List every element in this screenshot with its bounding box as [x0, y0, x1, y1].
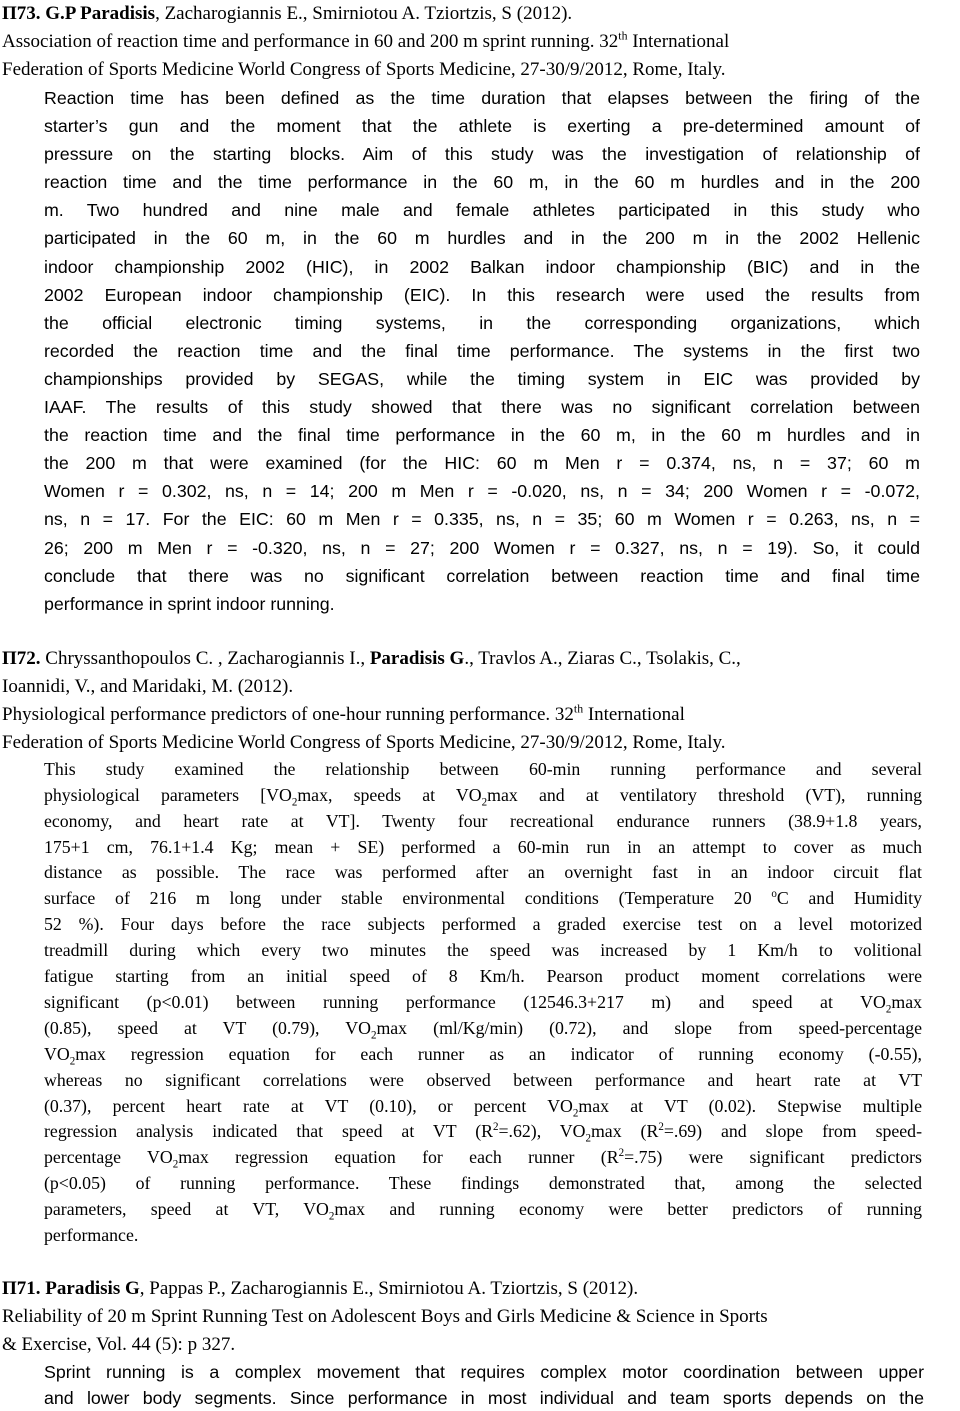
abstract-line: fatigue starting from an initial speed of 8 Km/h. Pearson product moment correlations were: [44, 966, 922, 987]
abstract-line: economy, and heart rate at VT]. Twenty four recreational endurance runners (38.9+1.8 years,: [44, 810, 922, 831]
entry-72-abstract: [44, 757, 922, 1249]
entry-71: [0, 1275, 960, 1411]
abstract-line: reaction time and the time performance in the 60 m, in the 60 m hurdles and in the 200: [44, 172, 920, 193]
abstract-line: performance.: [44, 1225, 139, 1246]
abstract-line: This study examined the relationship between 60-min running performance and several: [44, 758, 922, 779]
abstract-line: and lower body segments. Since performance in most individual and team sports depends on the: [44, 1388, 924, 1408]
abstract-line: (0.85), speed at VT (0.79), $VO_2\max$ (ml/Kg/min) (0.72), and slope from speed-percentage: [44, 1017, 922, 1042]
entry-71-citation-venue: & Exercise, Vol. 44 (5): p 327.: [2, 1334, 236, 1355]
entry-72-authors: [2, 645, 960, 701]
entry-71-other-authors: , Pappas P., Zacharogiannis E., Smirniotou A. Tziortzis, S (2012).: [139, 1278, 639, 1299]
entry-73-abstract: [44, 84, 920, 618]
spacer: [0, 1249, 960, 1275]
entry-73-citation-title: Association of reaction time and performance in 60 and 200 m sprint running. 32: [2, 31, 619, 52]
entry-72-citation-title: Physiological performance predictors of one-hour running performance. 32: [2, 703, 574, 725]
abstract-line: indoor championship 2002 (HIC), in 2002 Balkan indoor championship (BIC) and in the: [44, 256, 920, 277]
entry-71-abstract: [44, 1359, 924, 1411]
abstract-line: pressure on the starting blocks. Aim of this study was the investigation of relationship of: [44, 144, 920, 165]
entry-73-citation-venue: Federation of Sports Medicine World Congress of Sports Medicine, 27-30/9/2012, Rome, Italy.: [2, 59, 726, 80]
abstract-line: treadmill during which every two minutes the speed was increased by 1 Km/h to volitional: [44, 940, 922, 961]
abstract-line: Sprint running is a complex movement that requires complex motor coordination between upper: [44, 1362, 924, 1382]
abstract-line: participated in the 60 m, in the 60 m hurdles and in the 200 m in the 2002 Hellenic: [44, 228, 920, 249]
entry-73-citation-sup: th: [618, 29, 628, 43]
abstract-line: championships provided by SEGAS, while the timing system in EIC was provided by: [44, 368, 920, 389]
abstract-line: distance as possible. The race was performed after an overnight fast in an indoor circuit flat: [44, 862, 922, 883]
abstract-line: whereas no significant correlations were observed between performance and heart rate at VT: [44, 1069, 922, 1090]
abstract-line: 175+1 cm, 76.1+1.4 Kg; mean + SE) performed a 60-min run in an attempt to cover as much: [44, 836, 922, 857]
abstract-line: parameters, speed at VT, $VO_2\max$ and running economy were better predictors of running: [44, 1199, 923, 1223]
entry-72-authors-a: Chryssanthopoulos C. , Zacharogiannis I.,: [40, 647, 370, 669]
entry-73-authors: [2, 0, 960, 28]
abstract-line: starter’s gun and the moment that the athlete is exerting a pre-determined amount of: [44, 116, 920, 137]
abstract-line: Women r = 0.302, ns, n = 14; 200 m Men r = -0.020, ns, n = 34; 200 Women r = -0.072,: [44, 481, 920, 502]
abstract-line: IAAF. The results of this study showed that there was no significant correlation between: [44, 397, 920, 418]
entry-73-other-authors: , Zacharogiannis E., Smirniotou A. Tziortzis, S (2012).: [155, 3, 573, 24]
entry-73-id: Π73.: [2, 3, 41, 24]
entry-72-citation-venue: Federation of Sports Medicine World Congress of Sports Medicine, 27-30/9/2012, Rome, Italy.: [2, 731, 726, 753]
abstract-line: ns, n = 17. For the EIC: 60 m Men r = 0.335, ns, n = 35; 60 m Women r = 0.263, ns, n =: [44, 509, 920, 530]
entry-72-id: Π72.: [2, 647, 41, 669]
abstract-line: the 200 m that were examined (for the HIC: 60 m Men r = 0.374, ns, n = 37; 60 m: [44, 453, 920, 474]
abstract-line: physiological parameters [$VO_2\max$, speeds at $VO_2\max$ and at ventilatory threshold (VT), running: [44, 784, 923, 809]
abstract-line: 2002 European indoor championship (EIC). In this research were used the results from: [44, 284, 920, 305]
entry-71-citation: [2, 1303, 960, 1359]
entry-72-citation: [2, 701, 960, 757]
spacer: [0, 618, 960, 645]
abstract-line: the reaction time and the final time performance in the 60 m, in the 60 m hurdles and in: [44, 425, 920, 446]
abstract-line: surface of 216 m long under stable environmental conditions (Temperature 20 $^o$C and Humidity: [44, 888, 922, 909]
entry-72-authors-line2: Ioannidi, V., and Maridaki, M. (2012).: [2, 675, 294, 697]
entry-71-id: Π71.: [2, 1278, 41, 1299]
abstract-line: conclude that there was no significant correlation between reaction time and final time: [44, 565, 920, 586]
abstract-line: Reaction time has been defined as the time duration that elapses between the firing of the: [44, 88, 920, 108]
abstract-line: m. Two hundred and nine male and female athletes participated in this study who: [44, 200, 920, 221]
abstract-line: 52 %). Four days before the race subjects performed a graded exercise test on a level motorized: [44, 914, 922, 935]
abstract-line: the official electronic timing systems, in the corresponding organizations, which: [44, 312, 920, 333]
abstract-line: recorded the reaction time and the final time performance. The systems in the first two: [44, 340, 920, 361]
entry-72-authors-b: ., Travlos A., Ziaras C., Tsolakis, C.,: [464, 647, 741, 669]
abstract-line: regression analysis indicated that speed at VT $(R^2=.62)$, $VO_2\max$ $(R^2=.69)$ and slope from speed-: [44, 1121, 922, 1146]
entry-71-bold-author: Paradisis G: [45, 1278, 140, 1299]
entry-73-citation: [2, 28, 960, 84]
entry-72-bold-author: Paradisis G: [369, 647, 465, 669]
abstract-line: performance in sprint indoor running.: [44, 593, 335, 614]
abstract-line: significant (p<0.01) between running performance (12546.3+217 m) and speed at $VO_2\max$: [44, 991, 922, 1016]
entry-72-citation-sup: th: [573, 702, 584, 716]
abstract-line: (p<0.05) of running performance. These findings demonstrated that, among the selected: [44, 1173, 922, 1194]
abstract-line: 26; 200 m Men r = -0.320, ns, n = 27; 200 Women r = 0.327, ns, n = 19). So, it could: [44, 537, 920, 558]
abstract-line: $VO_2\max$ regression equation for each runner as an indicator of running economy (-0.55),: [44, 1043, 922, 1068]
entry-73-bold-author: G.P Paradisis: [45, 3, 156, 24]
entry-71-citation-title: Reliability of 20 m Sprint Running Test on Adolescent Boys and Girls Medicine & Science in Sports: [2, 1306, 768, 1327]
entry-73: [0, 0, 960, 618]
entry-72: [0, 645, 960, 1249]
abstract-line: percentage $VO_2\max$ regression equation for each runner $(R^2=.75)$ were significant predictors: [44, 1147, 922, 1171]
abstract-line: (0.37), percent heart rate at VT (0.10), or percent $VO_2\max$ at VT (0.02). Stepwise multiple: [44, 1095, 922, 1120]
entry-72-citation-title-end: International: [583, 703, 685, 725]
entry-73-citation-title-end: International: [627, 31, 730, 52]
entry-71-authors: [2, 1275, 960, 1303]
